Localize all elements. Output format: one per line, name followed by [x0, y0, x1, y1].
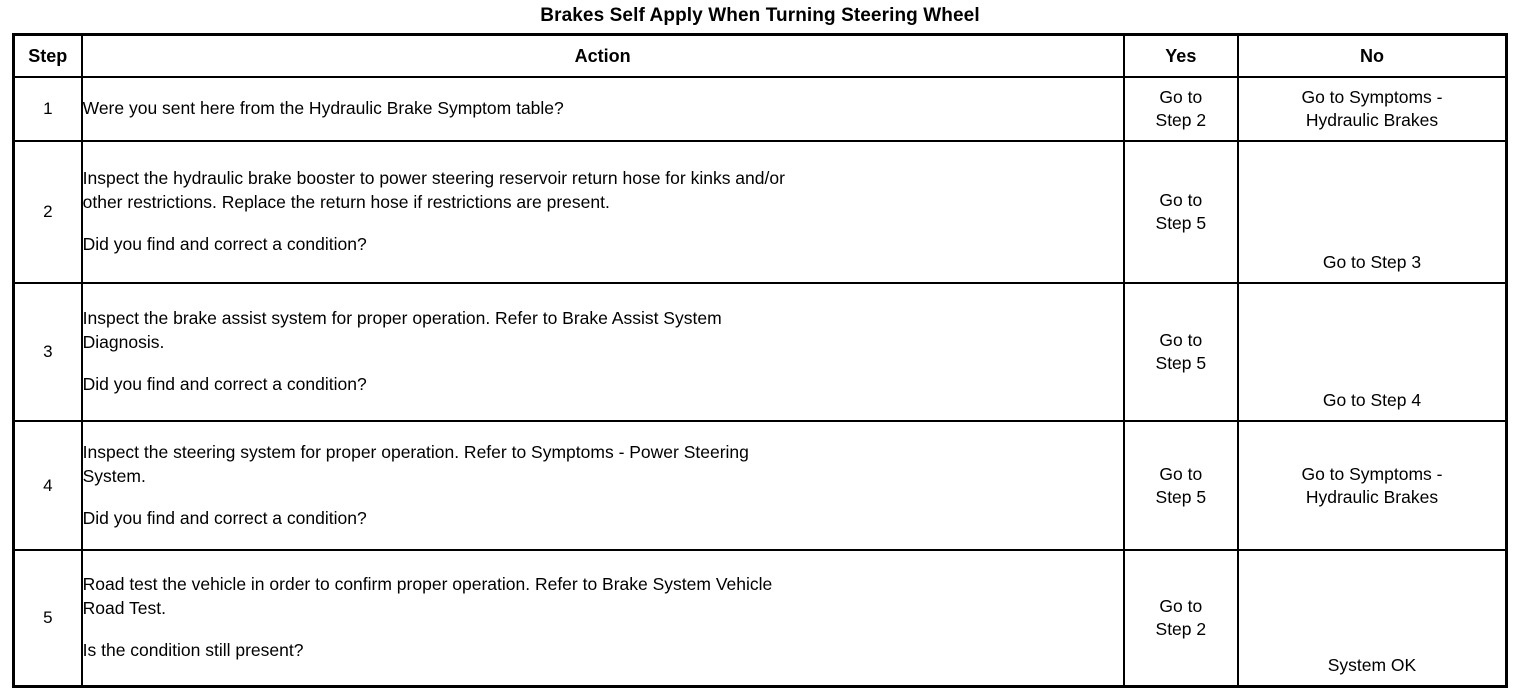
- yes-line: Go to: [1159, 463, 1203, 484]
- cell-step-number: 5: [14, 550, 82, 687]
- cell-no: [1238, 550, 1507, 687]
- yes-line: Go to: [1159, 87, 1203, 108]
- cell-step-number: 2: [14, 141, 82, 283]
- no-line: System OK: [1327, 655, 1417, 676]
- diagnostic-table: [12, 33, 1508, 688]
- cell-yes: [1124, 77, 1238, 141]
- no-line: Go to Symptoms -: [1301, 463, 1443, 484]
- cell-action: [82, 283, 1124, 421]
- action-line: Diagnosis.: [82, 332, 165, 352]
- table-row: [14, 283, 1507, 421]
- no-line: Go to Step 3: [1322, 252, 1422, 273]
- yes-line: Step 2: [1155, 110, 1207, 130]
- column-header-no: No: [1238, 35, 1507, 78]
- action-line: Road test the vehicle in order to confirm proper operation. Refer to Brake System Vehicle: [82, 574, 773, 595]
- cell-step-number: 1: [14, 77, 82, 141]
- no-line: Go to Symptoms -: [1301, 87, 1443, 108]
- action-line: Road Test.: [82, 598, 166, 618]
- table-header: [14, 35, 1507, 78]
- action-question: Did you find and correct a condition?: [82, 234, 367, 254]
- yes-line: Step 5: [1155, 213, 1207, 233]
- column-header-action: Action: [82, 35, 1124, 78]
- yes-line: Go to: [1159, 596, 1203, 617]
- page-title: Brakes Self Apply When Turning Steering Wheel: [540, 5, 980, 26]
- no-line: Hydraulic Brakes: [1305, 486, 1439, 507]
- action-question: Is the condition still present?: [82, 640, 304, 660]
- table-body: [14, 77, 1507, 687]
- cell-action: [82, 421, 1124, 550]
- action-line: other restrictions. Replace the return hose if restrictions are present.: [82, 192, 610, 212]
- action-line: Inspect the steering system for proper operation. Refer to Symptoms - Power Steering: [82, 441, 749, 462]
- action-question: Did you find and correct a condition?: [82, 507, 367, 528]
- yes-line: Step 5: [1155, 353, 1207, 373]
- table-row: [14, 77, 1507, 141]
- table-header-row: [14, 35, 1507, 78]
- action-line: Inspect the hydraulic brake booster to power steering reservoir return hose for kinks and/or: [82, 168, 785, 189]
- no-line: Go to Step 4: [1322, 390, 1422, 411]
- cell-step-number: 3: [14, 283, 82, 421]
- yes-line: Step 2: [1155, 619, 1207, 639]
- cell-step-number: 4: [14, 421, 82, 550]
- cell-yes: [1124, 283, 1238, 421]
- action-line: Were you sent here from the Hydraulic Brake Symptom table?: [82, 98, 564, 119]
- table-row: [14, 141, 1507, 283]
- yes-line: Step 5: [1155, 486, 1207, 507]
- column-header-step: Step: [14, 35, 82, 78]
- cell-action: [82, 77, 1124, 141]
- yes-line: Go to: [1159, 330, 1203, 351]
- table-row: [14, 421, 1507, 550]
- cell-action: [82, 550, 1124, 687]
- column-header-yes: Yes: [1124, 35, 1238, 78]
- cell-no: [1238, 283, 1507, 421]
- cell-no: [1238, 421, 1507, 550]
- cell-yes: [1124, 141, 1238, 283]
- no-line: Hydraulic Brakes: [1305, 110, 1439, 130]
- action-line: Inspect the brake assist system for proper operation. Refer to Brake Assist System: [82, 308, 722, 329]
- cell-yes: [1124, 421, 1238, 550]
- action-question: Did you find and correct a condition?: [82, 374, 367, 394]
- yes-line: Go to: [1159, 190, 1203, 211]
- action-line: System.: [82, 465, 146, 486]
- cell-action: [82, 141, 1124, 283]
- table-row: [14, 550, 1507, 687]
- cell-no: [1238, 141, 1507, 283]
- cell-no: [1238, 77, 1507, 141]
- cell-yes: [1124, 550, 1238, 687]
